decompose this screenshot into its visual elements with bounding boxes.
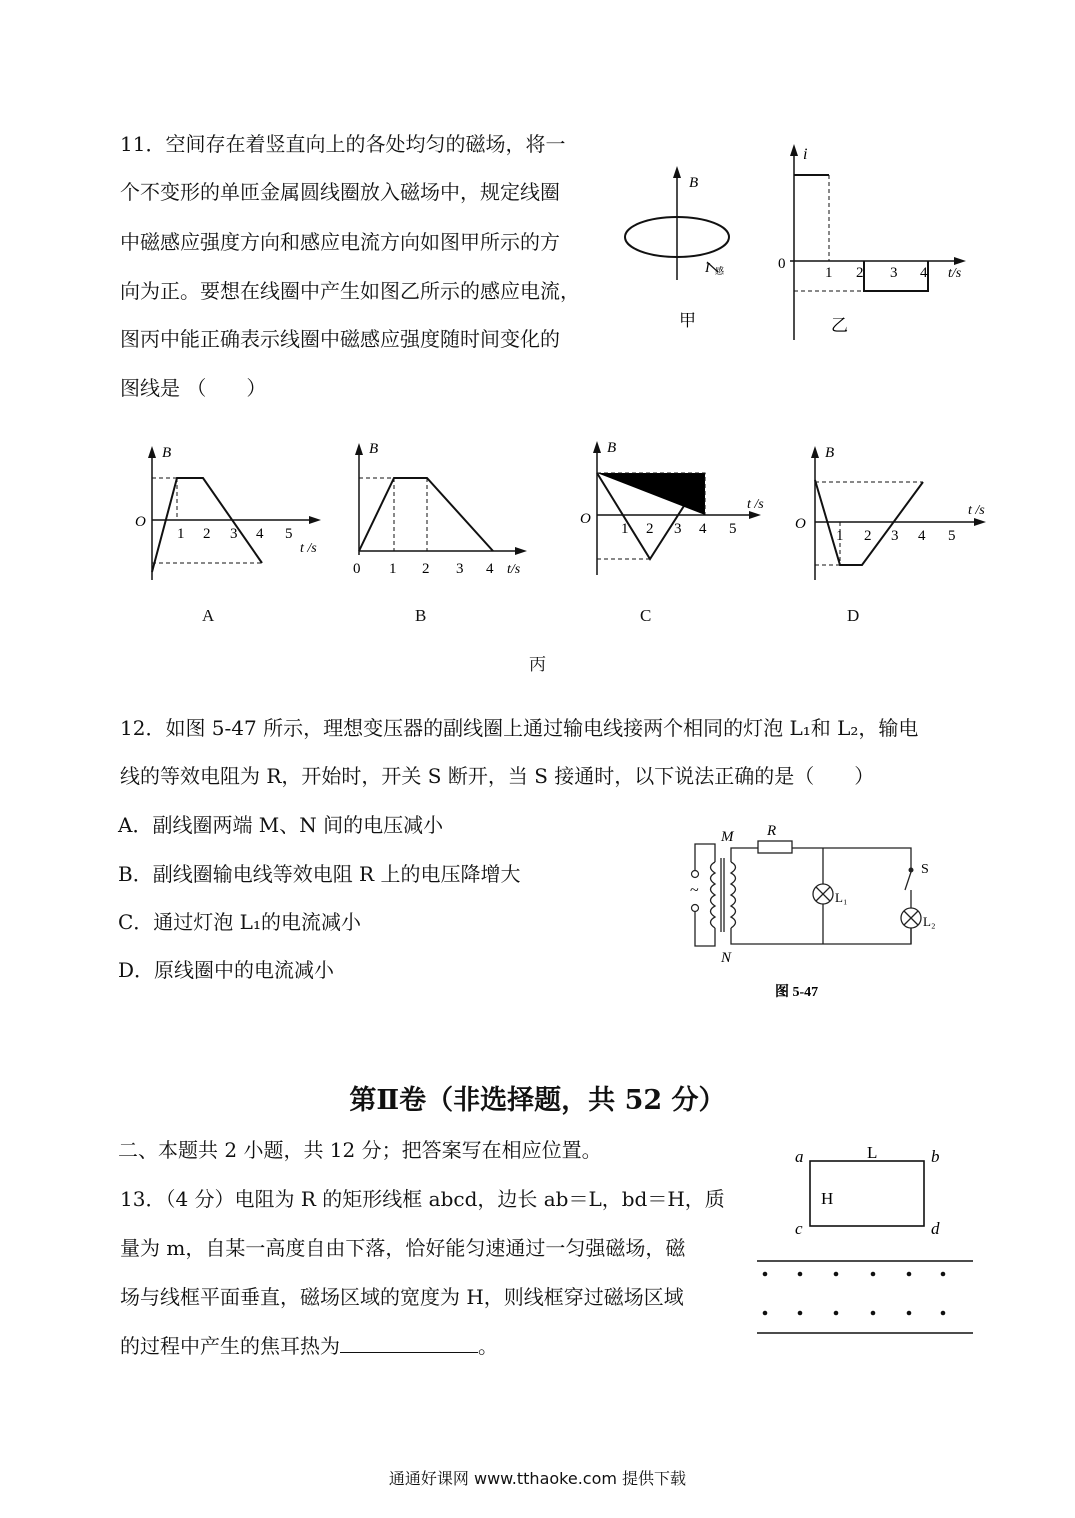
tick-label: 4 bbox=[699, 521, 707, 537]
q12-option-c: C．通过灯泡 L₁的电流减小 bbox=[118, 910, 361, 934]
primary-coil bbox=[711, 862, 716, 928]
label-l2: L₂ bbox=[923, 914, 936, 929]
i-label: I bbox=[705, 261, 710, 276]
q13-line: 量为 m，自某一高度自由下落，恰好能匀速通过一匀强磁场，磁 bbox=[120, 1236, 686, 1260]
axis-b-label: B bbox=[369, 441, 379, 457]
resistor-r bbox=[758, 841, 792, 853]
tick-label: 1 bbox=[389, 561, 397, 577]
side-l-label: L bbox=[867, 1143, 878, 1162]
tick-label: 3 bbox=[456, 561, 464, 577]
axis-t-label: t/s bbox=[948, 266, 962, 281]
figure-caption: 图 5-47 bbox=[775, 985, 819, 1000]
graph-caption-c: C bbox=[640, 606, 652, 625]
tick-label: 2 bbox=[646, 521, 654, 537]
graph-c bbox=[575, 435, 780, 580]
axis-b-label: B bbox=[607, 440, 617, 456]
origin-label: O bbox=[580, 511, 591, 527]
b-label: B bbox=[689, 175, 699, 191]
origin-label: 0 bbox=[353, 561, 361, 577]
magnetic-field-dots bbox=[763, 1272, 946, 1316]
ac-source-label: ~ bbox=[690, 882, 699, 899]
section-intro: 二、本题共 2 小题，共 12 分；把答案写在相应位置。 bbox=[118, 1138, 602, 1162]
q11-line: 11．空间存在着竖直向上的各处均匀的磁场，将一 bbox=[120, 132, 566, 156]
footer: 通通好课网 www.tthaoke.com 提供下载 bbox=[388, 1469, 687, 1488]
axis-b-label: B bbox=[162, 445, 172, 461]
q13-line: 13．（4 分）电阻为 R 的矩形线框 abcd，边长 ab＝L，bd＝H，质 bbox=[120, 1187, 725, 1211]
axis-b-label: B bbox=[825, 445, 835, 461]
axis-t-label: t /s bbox=[968, 503, 985, 518]
q13-line-last bbox=[120, 1334, 498, 1358]
q11-line: 中磁感应强度方向和感应电流方向如图甲所示的方 bbox=[120, 230, 560, 254]
answer-blank[interactable] bbox=[340, 1334, 478, 1353]
graph-d bbox=[790, 440, 1000, 585]
label-r: R bbox=[767, 823, 777, 839]
secondary-coil bbox=[731, 862, 736, 928]
graph-caption-a: A bbox=[202, 606, 215, 625]
tick-label: 1 bbox=[836, 528, 844, 544]
q12-option-d: D．原线圈中的电流减小 bbox=[118, 958, 335, 982]
label-n: N bbox=[721, 950, 732, 966]
tick-label: 4 bbox=[256, 526, 264, 542]
side-h-label: H bbox=[821, 1189, 834, 1208]
q11-line: 图线是 （ ） bbox=[120, 376, 267, 400]
caption-bing: 丙 bbox=[529, 655, 546, 675]
tick-label: 2 bbox=[864, 528, 872, 544]
origin-label: 0 bbox=[778, 256, 786, 272]
q13-line: 场与线框平面垂直，磁场区域的宽度为 H，则线框穿过磁场区域 bbox=[120, 1285, 684, 1309]
tick-label: 5 bbox=[729, 521, 737, 537]
graph-a bbox=[125, 440, 330, 585]
tick-label: 4 bbox=[920, 265, 928, 281]
label-s: S bbox=[921, 862, 929, 877]
tick-label: 5 bbox=[948, 528, 956, 544]
tick-label: 4 bbox=[918, 528, 926, 544]
switch-s bbox=[905, 872, 911, 890]
axis-t-label: t/s bbox=[507, 562, 521, 577]
figure-yi bbox=[770, 140, 980, 350]
corner-b: b bbox=[931, 1147, 940, 1166]
tick-label: 2 bbox=[203, 526, 211, 542]
graph-b bbox=[335, 437, 540, 582]
q12-option-a: A．副线圈两端 M、N 间的电压减小 bbox=[118, 813, 444, 837]
corner-d: d bbox=[931, 1219, 940, 1238]
axis-t-label: t /s bbox=[300, 541, 317, 556]
q13-text-after-blank: 。 bbox=[478, 1334, 498, 1358]
tick-label: 5 bbox=[285, 526, 293, 542]
corner-c: c bbox=[795, 1219, 803, 1238]
q12-option-b: B．副线圈输电线等效电阻 R 上的电压降增大 bbox=[118, 862, 521, 886]
q13-text-before-blank: 的过程中产生的焦耳热为 bbox=[120, 1334, 340, 1358]
q11-line: 个不变形的单匝金属圆线圈放入磁场中，规定线圈 bbox=[120, 180, 560, 204]
axis-i-label: i bbox=[803, 146, 808, 163]
tick-label: 3 bbox=[891, 528, 899, 544]
tick-label: 3 bbox=[230, 526, 238, 542]
origin-label: O bbox=[135, 514, 146, 530]
q12-line: 线的等效电阻为 R，开始时，开关 S 断开，当 S 接通时，以下说法正确的是（ ） bbox=[120, 764, 875, 788]
corner-a: a bbox=[795, 1147, 804, 1166]
graph-caption-b: B bbox=[415, 606, 427, 625]
tick-label: 1 bbox=[825, 265, 833, 281]
axis-t-label: t /s bbox=[747, 497, 764, 512]
tick-label: 2 bbox=[856, 265, 864, 281]
q12-line: 12．如图 5-47 所示，理想变压器的副线圈上通过输电线接两个相同的灯泡 L₁和 L₂，输电 bbox=[120, 716, 919, 740]
caption-jia: 甲 bbox=[679, 311, 696, 330]
tick-label: 4 bbox=[486, 561, 494, 577]
tick-label: 1 bbox=[177, 526, 185, 542]
caption-yi: 乙 bbox=[831, 316, 848, 335]
circuit-figure bbox=[655, 818, 955, 1008]
section-title: 第Ⅱ卷（非选择题，共 52 分） bbox=[349, 1085, 726, 1116]
tick-label: 2 bbox=[422, 561, 430, 577]
origin-label: O bbox=[795, 516, 806, 532]
graph-caption-d: D bbox=[847, 606, 860, 625]
q11-line: 向为正。要想在线圈中产生如图乙所示的感应电流， bbox=[120, 279, 580, 303]
label-l1: L₁ bbox=[835, 890, 848, 905]
figure-jia bbox=[615, 160, 755, 340]
i-subscript: 感 bbox=[715, 266, 725, 276]
label-m: M bbox=[721, 829, 734, 845]
tick-label: 3 bbox=[890, 265, 898, 281]
tick-label: 3 bbox=[674, 521, 682, 537]
q11-line: 图丙中能正确表示线圈中磁感应强度随时间变化的 bbox=[120, 327, 560, 351]
frame-field-figure bbox=[755, 1140, 980, 1340]
tick-label: 1 bbox=[621, 521, 629, 537]
